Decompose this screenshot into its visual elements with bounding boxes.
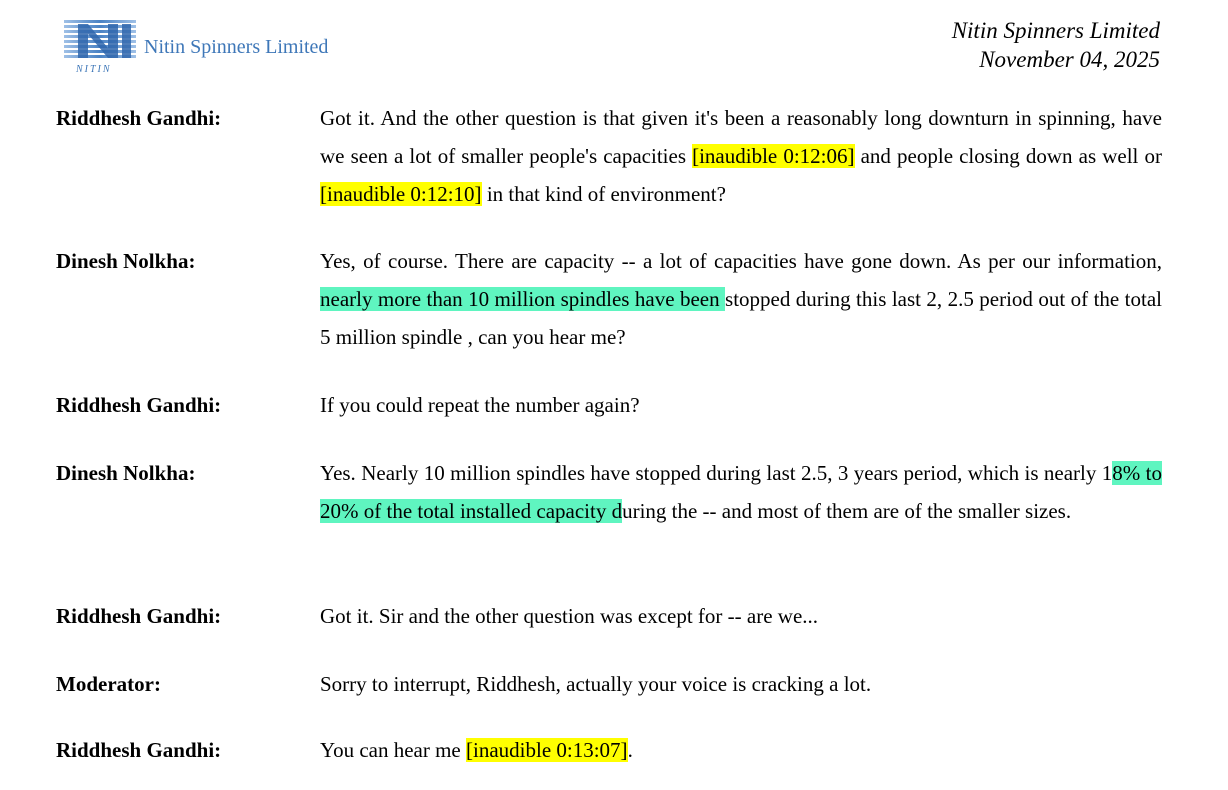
speech-segment: stopped during this last 2, 2.5 period out of the total 5 million spindle , can you hear me? bbox=[320, 287, 1162, 349]
speech-segment: Sorry to interrupt, Riddhesh, actually your voice is cracking a lot. bbox=[320, 672, 872, 696]
speech-segment: in that kind of environment? bbox=[481, 182, 726, 206]
speaker-name: Riddhesh Gandhi: bbox=[56, 738, 222, 762]
speech-segment: . bbox=[627, 738, 633, 762]
nitin-logo-icon bbox=[64, 20, 136, 66]
speech-segment: You can hear me bbox=[320, 738, 466, 762]
document-header bbox=[952, 16, 1160, 74]
speech-text bbox=[320, 665, 1162, 703]
speaker-name: Riddhesh Gandhi: bbox=[56, 393, 222, 417]
green-highlight: nearly more than 10 million spindles have been bbox=[320, 287, 726, 311]
header-date: November 04, 2025 bbox=[979, 47, 1160, 72]
speech-segment: Yes. Nearly 10 million spindles have stopped during last 2.5, 3 years period, which is nearly 1 bbox=[320, 461, 1113, 485]
speaker-name: Dinesh Nolkha: bbox=[56, 461, 196, 485]
speech-text bbox=[320, 242, 1162, 356]
speech-text bbox=[320, 454, 1162, 530]
speaker-name: Dinesh Nolkha: bbox=[56, 249, 196, 273]
speech-segment: Yes, of course. There are capacity -- a lot of capacities have gone down. As per our information, bbox=[320, 249, 1162, 273]
header-company: Nitin Spinners Limited bbox=[951, 18, 1160, 43]
company-logo bbox=[64, 20, 354, 80]
speech-segment: uring the -- and most of them are of the smaller sizes. bbox=[622, 499, 1072, 523]
speaker-name: Moderator: bbox=[56, 672, 161, 696]
speech-segment: Got it. Sir and the other question was except for -- are we... bbox=[320, 604, 819, 628]
speech-text bbox=[320, 99, 1162, 213]
speech-segment: If you could repeat the number again? bbox=[320, 393, 640, 417]
speech-segment: Got it. And the other question is that given it's been a reasonably long downturn in spinning, have we seen a lot of smaller people's capacities bbox=[320, 106, 1162, 168]
inaudible-highlight: [inaudible 0:13:07] bbox=[466, 738, 628, 762]
speech-text bbox=[320, 731, 1162, 769]
speech-text bbox=[320, 597, 1162, 635]
speech-segment: and people closing down as well or bbox=[854, 144, 1162, 168]
inaudible-highlight: [inaudible 0:12:10] bbox=[320, 182, 482, 206]
speech-text bbox=[320, 386, 1162, 424]
inaudible-highlight: [inaudible 0:12:06] bbox=[692, 144, 855, 168]
speaker-name: Riddhesh Gandhi: bbox=[56, 106, 222, 130]
logo-subtext: NITIN bbox=[76, 64, 112, 75]
logo-company-name: Nitin Spinners Limited bbox=[144, 36, 329, 58]
green-highlight: 8% to 20% of the total installed capacity d bbox=[320, 461, 1162, 523]
speaker-name: Riddhesh Gandhi: bbox=[56, 604, 222, 628]
